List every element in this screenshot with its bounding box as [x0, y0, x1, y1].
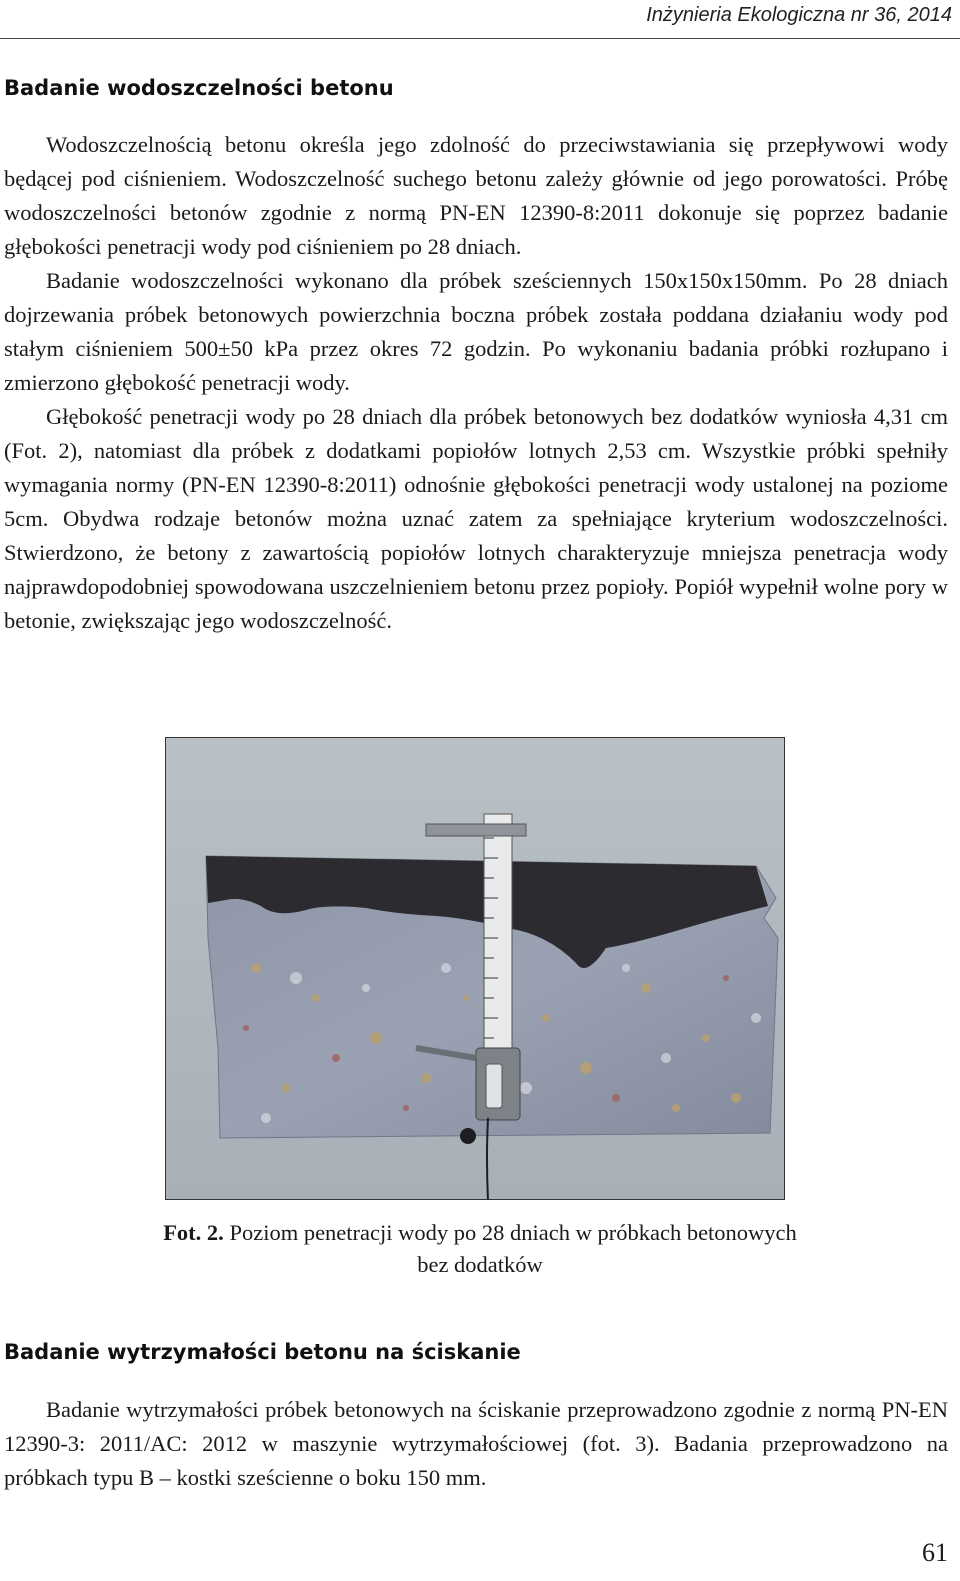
page-number: 61: [922, 1538, 948, 1567]
paragraph: Wodoszczelnością betonu określa jego zdolność do przeciwstawiania się przepływowi wody będącej pod ciśnieniem. Wodoszczelność suchego betonu zależy głównie od jego porowatości. Próbę wodoszczelności betonów zgodnie z normą PN-EN 12390-8:2011 dokonuje się poprzez badanie głębokości penetracji wody pod ciśnieniem po 28 dniach.: [4, 132, 948, 259]
caption-text: Poziom penetracji wody po 28 dniach w próbkach betonowych: [229, 1220, 797, 1245]
figure-label: Fot. 2.: [163, 1220, 224, 1245]
journal-title: Inżynieria Ekologiczna nr 36, 2014: [646, 4, 952, 26]
running-header: [0, 0, 960, 39]
figure-caption: [0, 1217, 960, 1281]
photo-illustration: [166, 738, 785, 1200]
section-body-compressive-strength: [4, 1393, 948, 1495]
section-body-watertightness: [4, 128, 948, 638]
section-heading-watertightness: Badanie wodoszczelności betonu: [4, 76, 394, 100]
caption-line-2: bez dodatków: [417, 1252, 543, 1277]
paragraph: Głębokość penetracji wody po 28 dniach dla próbek betonowych bez dodatków wyniosła 4,31 cm (Fot. 2), natomiast dla próbek z dodatkami popiołów lotnych 2,53 cm. Wszystkie próbki spełniły wymagania normy (PN-EN 12390-8:2011) odnośnie głębokości penetracji wody ustalonej na poziome 5cm. Obydwa rodzaje betonów można uznać zatem za spełniające kryterium wodoszczelności. Stwierdzono, że betony z zawartością popiołów lotnych charakteryzuje mniejsza penetracja wody najprawdopodobniej spowodowana uszczelnieniem betonu przez popioły. Popiół wypełnił wolne pory w betonie, zwiększając jego wodoszczelność.: [4, 404, 948, 633]
section-heading-compressive-strength: Badanie wytrzymałości betonu na ściskanie: [4, 1340, 521, 1364]
paragraph: Badanie wytrzymałości próbek betonowych na ściskanie przeprowadzono zgodnie z normą PN-EN 12390-3: 2011/AC: 2012 w maszynie wytrzymałościowej (fot. 3). Badania przeprowadzono na próbkach typu B – kostki sześcienne o boku 150 mm.: [4, 1397, 948, 1490]
paragraph: Badanie wodoszczelności wykonano dla próbek sześciennych 150x150x150mm. Po 28 dniach dojrzewania próbek betonowych powierzchnia boczna próbek została poddana działaniu wody pod stałym ciśnieniem 500±50 kPa przez okres 72 godzin. Po wykonaniu badania próbki rozłupano i zmierzono głębokość penetracji wody.: [4, 268, 948, 395]
caption-line-1: [0, 1217, 960, 1249]
concrete-sample-photo: [165, 737, 785, 1200]
